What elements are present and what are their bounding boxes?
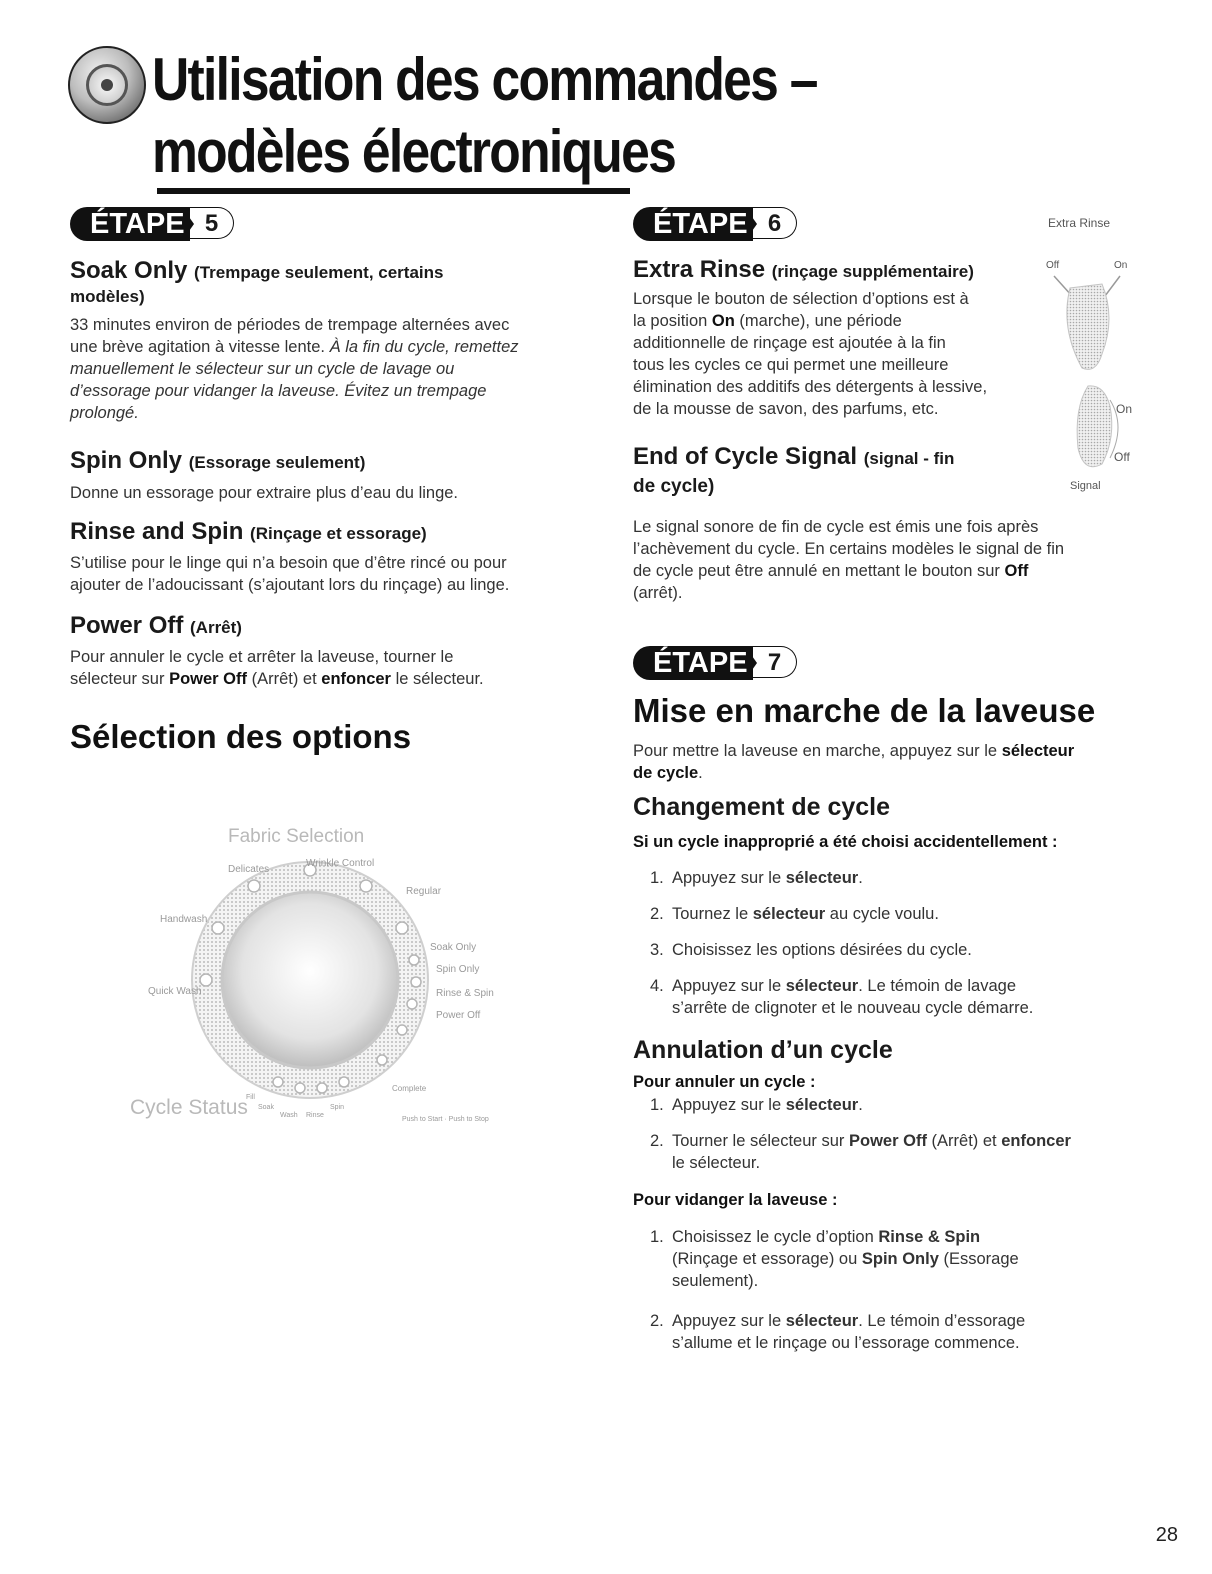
signal-label: Signal	[1070, 480, 1101, 492]
end-signal-subtitle: de cycle)	[633, 476, 715, 497]
spin-only-body: Donne un essorage pour extraire plus d’eau du linge.	[70, 484, 459, 502]
dial-icon	[68, 46, 146, 124]
start-washer-heading: Mise en marche de la laveuse	[633, 692, 1096, 729]
page-title-line1: Utilisation des commandes –	[152, 46, 817, 113]
change-step-3: 3. Choisissez les options désirées du cycle.	[650, 941, 972, 959]
rinse-spin-heading: Rinse and Spin (Rinçage et essorage)	[70, 518, 427, 545]
extra-rinse-off-label: Off	[1046, 260, 1060, 271]
rinse-spin-body: S’utilise pour le linge qui n’a besoin que d’être rincé ou pour ajouter de l’adoucissant (s’ajoutant lors du rinçage) au linge.	[70, 554, 510, 594]
soak-only-body: 33 minutes environ de périodes de trempage alternées avec une brève agitation à vitesse lente. À la fin du cycle, remettez manuellement le sélecteur sur un cycle de lavage ou d’essorage pour vidanger la laveuse. Évitez un trempage prolongé.	[70, 316, 519, 422]
extra-rinse-body: Lorsque le bouton de sélection d’options est à la position On (marche), une période additionnelle de rinçage est ajoutée à la fin tous les cycles ce qui permet une meilleure élimination des additifs des détergents à lessive, de la mousse de savon, des parfums, etc.	[633, 290, 988, 418]
dial-label-soak: Soak	[258, 1104, 274, 1111]
soak-only-heading: Soak Only (Trempage seulement, certains	[70, 257, 444, 284]
dial-label-power-off: Power Off	[436, 1010, 481, 1021]
drain-step-1: 1. Choisissez le cycle d’option Rinse & Spin (Rinçage et essorage) ou Spin Only (Essorage seulement).	[650, 1228, 1019, 1290]
dial-label-soak-only: Soak Only	[430, 942, 477, 953]
change-step-2: 2. Tournez le sélecteur au cycle voulu.	[650, 905, 939, 923]
change-step-1: 1. Appuyez sur le sélecteur.	[650, 869, 863, 887]
step-5-badge: ÉTAPE 5	[70, 207, 240, 241]
change-step-4: 4. Appuyez sur le sélecteur. Le témoin de lavage s’arrête de clignoter et le nouveau cycle démarre.	[650, 977, 1034, 1017]
dial-label-delicates: Delicates	[228, 864, 270, 875]
cancel-step-2: 2. Tourner le sélecteur sur Power Off (Arrêt) et enfoncer le sélecteur.	[650, 1132, 1071, 1172]
start-washer-body: Pour mettre la laveuse en marche, appuyez sur le sélecteur de cycle.	[633, 742, 1075, 782]
power-off-body: Pour annuler le cycle et arrêter la laveuse, tourner le sélecteur sur Power Off (Arrêt) et enfoncer le sélecteur.	[70, 648, 484, 688]
extra-rinse-option-label: Extra Rinse	[1048, 216, 1111, 230]
dial-label-regular: Regular	[406, 886, 442, 897]
signal-on-label: On	[1116, 402, 1133, 416]
page-title-line2: modèles électroniques	[152, 118, 676, 185]
cancel-cycle-heading: Annulation d’un cycle	[633, 1036, 893, 1064]
options-heading: Sélection des options	[70, 718, 412, 755]
dial-label-rinse: Rinse	[306, 1112, 324, 1119]
dial-label-wrinkle-control: Wrinkle Control	[306, 858, 375, 869]
cancel-cycle-lead: Pour annuler un cycle :	[633, 1073, 816, 1091]
dial-label-handwash: Handwash	[160, 914, 208, 925]
step-6-badge: ÉTAPE 6	[633, 207, 803, 241]
cycle-status-label: Cycle Status	[130, 1096, 248, 1119]
page-number: 28	[1155, 1524, 1178, 1546]
dial-label-rinse-spin: Rinse & Spin	[436, 988, 494, 999]
change-cycle-lead: Si un cycle inapproprié a été choisi accidentellement :	[633, 833, 1058, 851]
cancel-step-1: 1. Appuyez sur le sélecteur.	[650, 1096, 863, 1114]
change-cycle-heading: Changement de cycle	[633, 793, 891, 821]
dial-label-quick-wash: Quick Wash	[148, 986, 202, 997]
dial-label-wash: Wash	[280, 1112, 298, 1119]
end-signal-body: Le signal sonore de fin de cycle est émis une fois après l’achèvement du cycle. En certains modèles le signal de fin de cycle peut être annulé en mettant le bouton sur Off (arrêt).	[633, 518, 1065, 602]
power-off-heading: Power Off (Arrêt)	[70, 612, 242, 639]
drain-step-2: 2. Appuyez sur le sélecteur. Le témoin d’essorage s’allume et le rinçage ou l’essorage commence.	[650, 1312, 1026, 1352]
drain-lead: Pour vidanger la laveuse :	[633, 1191, 838, 1209]
dial-label-fill: Fill	[246, 1094, 255, 1101]
dial-label-complete: Complete	[392, 1084, 427, 1093]
extra-rinse-heading: Extra Rinse (rinçage supplémentaire)	[633, 256, 974, 283]
title-rule	[157, 188, 630, 194]
dial-label-push-start-stop: Push to Start · Push to Stop	[402, 1116, 489, 1123]
step-7-badge: ÉTAPE 7	[633, 646, 803, 680]
dial-label-spin: Spin	[330, 1104, 345, 1111]
end-signal-heading: End of Cycle Signal (signal - fin	[633, 443, 955, 470]
extra-rinse-on-label: On	[1114, 260, 1128, 271]
soak-only-subtitle: modèles)	[70, 287, 145, 306]
control-dial-illustration	[130, 820, 550, 1140]
signal-off-label: Off	[1114, 450, 1130, 464]
dial-label-spin-only: Spin Only	[436, 964, 480, 975]
spin-only-heading: Spin Only (Essorage seulement)	[70, 447, 366, 474]
fabric-selection-label: Fabric Selection	[228, 826, 365, 847]
option-knob-illustration	[1030, 258, 1150, 498]
